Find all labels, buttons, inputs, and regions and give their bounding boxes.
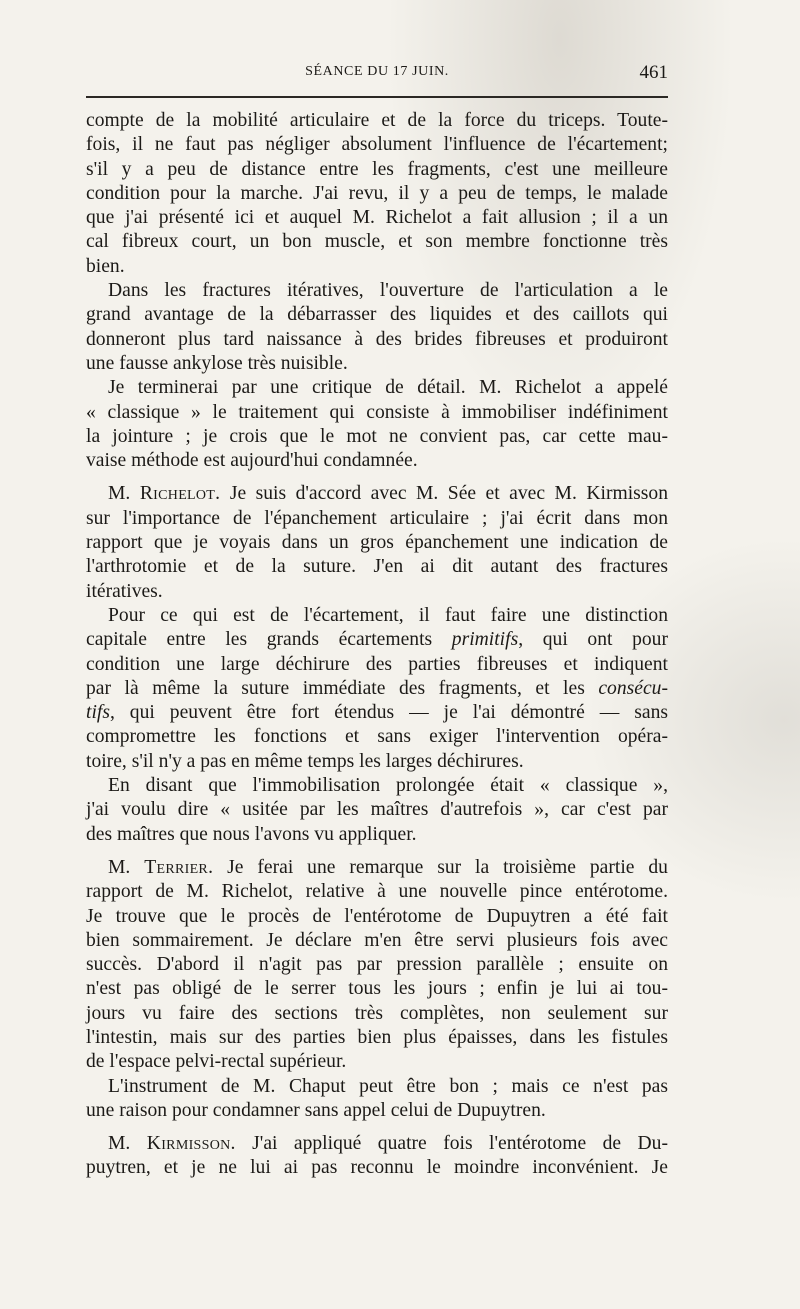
text-segment: bien sommairement. Je déclare m'en être servi plusieurs fois avec [86, 929, 668, 951]
text-segment: compromettre les fonctions et sans exiger l'intervention opéra- [86, 726, 668, 748]
text-line [86, 1050, 668, 1074]
text-line [86, 653, 668, 677]
text-line [86, 856, 668, 880]
text-line [86, 628, 668, 652]
text-line [86, 750, 668, 774]
text-segment: bien. [86, 255, 125, 277]
text-line [86, 328, 668, 352]
text-segment: M. [108, 856, 145, 878]
text-line [86, 531, 668, 555]
text-line [86, 701, 668, 725]
text-line [86, 823, 668, 847]
text-segment: la jointure ; je crois que le mot ne convient pas, car cette mau- [86, 425, 668, 447]
text-line [86, 929, 668, 953]
text-segment: M. [108, 1133, 147, 1155]
text-segment: Je suis d'accord avec M. Sée et avec M. Kirmisson [220, 483, 668, 505]
text-segment: l'arthrotomie et de la suture. J'en ai dit autant des fractures [86, 556, 668, 578]
text-segment: de l'espace pelvi-rectal supérieur. [86, 1051, 347, 1073]
text-line [86, 507, 668, 531]
text-line [86, 774, 668, 798]
text-line [86, 158, 668, 182]
text-segment: , qui peuvent être fort étendus — je l'ai démontré — sans [109, 702, 668, 724]
text-segment: une raison pour condamner sans appel celui de Dupuytren. [86, 1099, 546, 1121]
text-segment: , qui ont pour [518, 629, 668, 651]
emphasis-text: primitifs [451, 629, 519, 651]
text-segment: L'instrument de M. Chaput peut être bon ; mais ce n'est pas [108, 1075, 668, 1097]
text-line [86, 482, 668, 506]
text-line [86, 798, 668, 822]
page-number: 461 [639, 62, 668, 83]
text-line [86, 352, 668, 376]
text-segment: n'est pas obligé de le serrer tous les jours ; enfin je lui ai tou- [86, 978, 668, 1000]
text-segment: grand avantage de la débarrasser des liquides et des caillots qui [86, 304, 668, 326]
text-segment: Pour ce qui est de l'écartement, il faut faire une distinction [108, 604, 668, 626]
emphasis-text: tifs [86, 702, 110, 724]
text-line [86, 206, 668, 230]
text-line [86, 376, 668, 400]
text-segment: compte de la mobilité articulaire et de la force du triceps. Toute- [86, 110, 668, 131]
text-line [86, 725, 668, 749]
text-segment: rapport de M. Richelot, relative à une nouvelle pince entérotome. [86, 881, 668, 903]
text-line [86, 1132, 668, 1156]
text-segment: une fausse ankylose très nuisible. [86, 352, 348, 374]
text-segment: condition une large déchirure des parties fibreuses et indiquent [86, 653, 668, 675]
text-segment: toire, s'il n'y a pas en même temps les larges déchirures. [86, 750, 524, 772]
text-line [86, 880, 668, 904]
running-title: SÉANCE DU 17 JUIN. [305, 64, 449, 79]
text-segment: Je ferai une remarque sur la troisième partie du [213, 856, 668, 878]
text-segment: jours vu faire des sections très complètes, non seulement sur [86, 1002, 668, 1024]
speaker-name: Kirmisson. [146, 1133, 236, 1155]
text-segment: donneront plus tard naissance à des brides fibreuses et produiront [86, 328, 668, 350]
text-segment: En disant que l'immobilisation prolongée était « classique », [108, 775, 668, 797]
text-segment: « classique » le traitement qui consiste à immobiliser indéfiniment [86, 401, 668, 423]
text-line [86, 677, 668, 701]
text-line [86, 580, 668, 604]
text-segment: M. [108, 483, 140, 505]
text-line [86, 1156, 668, 1180]
text-segment: que j'ai présenté ici et auquel M. Richelot a fait allusion ; il a un [86, 207, 668, 229]
text-segment: s'il y a peu de distance entre les fragments, c'est une meilleure [86, 158, 668, 180]
text-segment: puytren, et je ne lui ai pas reconnu le moindre inconvénient. Je [86, 1157, 668, 1179]
text-line [86, 1026, 668, 1050]
text-line [86, 425, 668, 449]
text-line [86, 109, 668, 133]
text-line [86, 279, 668, 303]
text-segment: des maîtres que nous l'avons vu appliquer. [86, 823, 417, 845]
text-line [86, 905, 668, 929]
text-segment: Je terminerai par une critique de détail. M. Richelot a appelé [108, 377, 668, 399]
text-segment: J'ai appliqué quatre fois l'entérotome de Du- [235, 1133, 668, 1155]
text-line [86, 1002, 668, 1026]
text-line [86, 303, 668, 327]
text-segment: cal fibreux court, un bon muscle, et son membre fonctionne très [86, 231, 668, 253]
body-text [86, 109, 668, 1181]
text-line [86, 449, 668, 473]
text-segment: rapport que je voyais dans un gros épanchement une indication de [86, 532, 668, 554]
text-segment: capitale entre les grands écartements [86, 629, 452, 651]
text-line [86, 133, 668, 157]
text-line [86, 953, 668, 977]
text-line [86, 230, 668, 254]
text-segment: succès. D'abord il n'agit pas par pression parallèle ; ensuite on [86, 954, 668, 976]
text-line [86, 977, 668, 1001]
header-rule [86, 96, 668, 98]
emphasis-text: consécu- [598, 677, 668, 699]
text-segment: Je trouve que le procès de l'entérotome de Dupuytren a été fait [86, 905, 668, 927]
text-segment: par là même la suture immédiate des fragments, et les [86, 677, 599, 699]
text-segment: l'intestin, mais sur des parties bien plus épaisses, dans les fistules [86, 1026, 668, 1048]
text-line [86, 255, 668, 279]
text-line [86, 604, 668, 628]
text-segment: j'ai voulu dire « usitée par les maîtres d'autrefois », car c'est par [86, 799, 668, 821]
text-segment: fois, il ne faut pas négliger absolument l'influence de l'écartement; [86, 134, 668, 156]
text-line [86, 1099, 668, 1123]
text-segment: Dans les fractures itératives, l'ouverture de l'articulation a le [108, 280, 668, 302]
speaker-name: Richelot. [139, 483, 221, 505]
running-head [86, 62, 668, 90]
speaker-name: Terrier. [144, 856, 214, 878]
text-segment: condition pour la marche. J'ai revu, il y a peu de temps, le malade [86, 182, 668, 204]
text-line [86, 1075, 668, 1099]
text-line [86, 401, 668, 425]
text-segment: vaise méthode est aujourd'hui condamnée. [86, 450, 418, 472]
text-line [86, 182, 668, 206]
text-segment: sur l'importance de l'épanchement articulaire ; j'ai écrit dans mon [86, 507, 668, 529]
text-line [86, 555, 668, 579]
text-segment: itératives. [86, 580, 163, 602]
